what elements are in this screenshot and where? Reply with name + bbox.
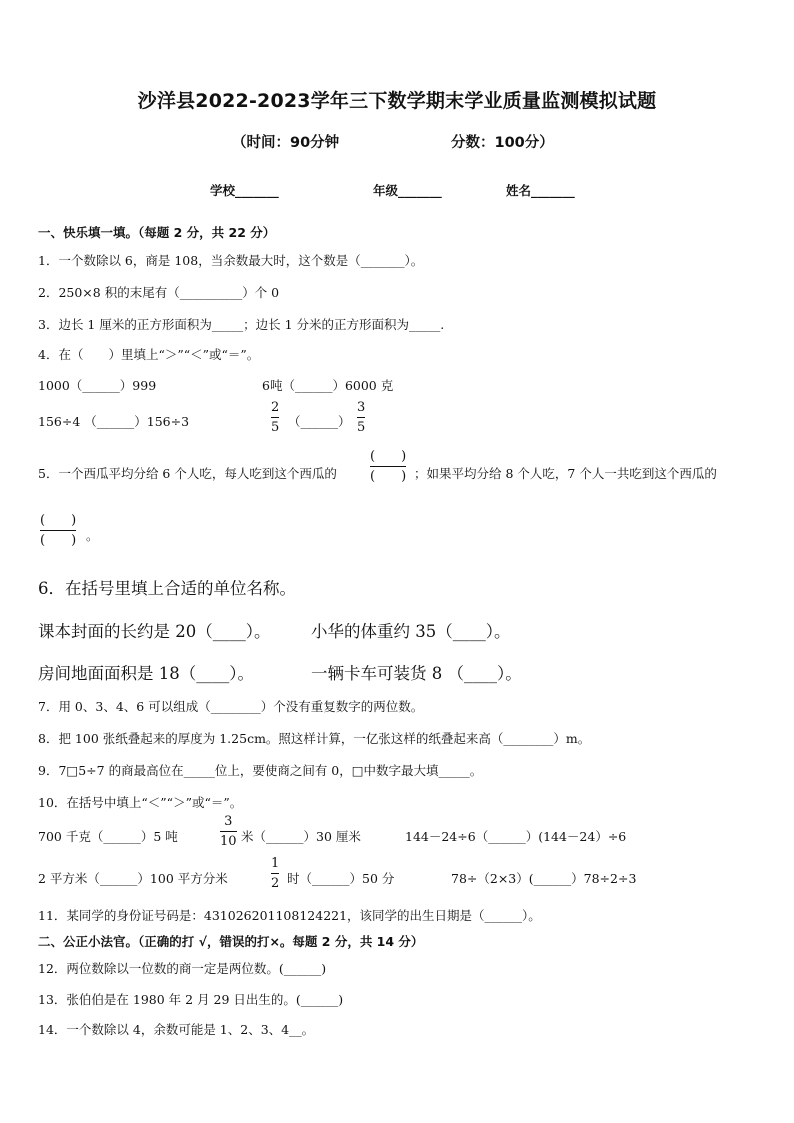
question-4b: 6吨（______）6000 克 <box>262 378 394 393</box>
question-4d-right-fraction <box>357 401 365 434</box>
question-6-stem: 6．在括号里填上合适的单位名称。 <box>38 579 296 598</box>
exam-score: 分数：100分） <box>451 135 554 151</box>
question-5-end: 。 <box>86 528 99 543</box>
fraction-numerator: 3 <box>224 814 233 829</box>
question-10b: 米（______）30 厘米 <box>241 829 361 844</box>
question-14: 14．一个数除以 4，余数可能是 1、2、3、4__。 <box>38 1022 315 1037</box>
question-10-stem: 10．在括号中填上“＜”“＞”或“＝”。 <box>38 795 243 810</box>
question-13: 13．张伯伯是在 1980 年 2 月 29 日出生的。(______) <box>38 992 344 1007</box>
fraction-numerator: 1 <box>271 856 280 871</box>
question-10c: 144－24÷6（______）(144－24）÷6 <box>405 829 627 844</box>
section-1-title: 一、快乐填一填。（每题 2 分，共 22 分） <box>38 225 276 240</box>
question-8: 8．把 100 张纸叠起来的厚度为 1.25cm。照这样计算，一亿张这样的纸叠起来高（________）m。 <box>38 731 591 746</box>
question-5-part2: ；如果平均分给 8 个人吃，7 个人一共吃到这个西瓜的 <box>414 466 717 481</box>
fraction-denominator: 5 <box>271 420 280 435</box>
question-9: 9．7□5÷7 的商最高位在_____位上，要使商之间有 0，□中数字最大填_____。 <box>38 763 483 778</box>
question-5-blank-fraction-1 <box>370 450 406 483</box>
fraction-numerator-blank: ( ) <box>370 449 407 464</box>
question-4a: 1000（______）999 <box>38 378 157 393</box>
question-2: 2．250×8 积的末尾有（__________）个 0 <box>38 285 280 300</box>
fraction-denominator-blank: ( ) <box>370 469 407 484</box>
question-6d: 一辆卡车可装货 8 （____）。 <box>311 664 522 683</box>
question-10e: 时（______）50 分 <box>287 871 395 886</box>
question-10b-fraction <box>220 815 237 848</box>
school-field: 学校_______ <box>210 183 279 198</box>
question-4-stem: 4．在（ ）里填上“＞”“＜”或“＝”。 <box>38 347 260 362</box>
name-field: 姓名_______ <box>506 183 575 198</box>
question-5-blank-fraction-2 <box>40 514 76 547</box>
question-6b: 小华的体重约 35（____）。 <box>311 622 511 641</box>
question-5-part1: 5．一个西瓜平均分给 6 个人吃，每人吃到这个西瓜的 <box>38 466 337 481</box>
section-2-title: 二、公正小法官。（正确的打 √，错误的打×。每题 2 分，共 14 分） <box>38 934 424 949</box>
question-10e-fraction <box>271 857 279 890</box>
question-12: 12．两位数除以一位数的商一定是两位数。(______) <box>38 961 327 976</box>
question-3: 3．边长 1 厘米的正方形面积为_____；边长 1 分米的正方形面积为_____. <box>38 317 445 332</box>
fraction-numerator: 2 <box>271 400 280 415</box>
question-11: 11．某同学的身份证号码是：431026201108124221，该同学的出生日期是（______）。 <box>38 908 541 923</box>
question-4c: 156÷4 （______）156÷3 <box>38 414 190 429</box>
fraction-numerator-blank: ( ) <box>40 513 77 528</box>
question-1: 1．一个数除以 6，商是 108，当余数最大时，这个数是（_______）。 <box>38 253 424 268</box>
question-4d-left-fraction <box>271 401 279 434</box>
question-10a: 700 千克（______）5 吨 <box>38 829 178 844</box>
question-7: 7．用 0、3、4、6 可以组成（________）个没有重复数字的两位数。 <box>38 699 424 714</box>
exam-time: （时间：90分钟 <box>232 135 340 151</box>
page-title: 沙洋县2022-2023学年三下数学期末学业质量监测模拟试题 <box>137 90 657 112</box>
fraction-denominator-blank: ( ) <box>40 533 77 548</box>
question-10f: 78÷（2×3）(______）78÷2÷3 <box>451 871 637 886</box>
fraction-denominator: 5 <box>357 420 366 435</box>
fraction-denominator: 10 <box>220 834 237 849</box>
grade-field: 年级_______ <box>373 183 442 198</box>
fraction-numerator: 3 <box>357 400 366 415</box>
question-10d: 2 平方米（______）100 平方分米 <box>38 871 228 886</box>
question-6a: 课本封面的长约是 20（____）。 <box>38 622 271 641</box>
question-6c: 房间地面面积是 18（____）。 <box>38 664 254 683</box>
fraction-denominator: 2 <box>271 876 280 891</box>
question-4d-blank: （______） <box>288 414 351 429</box>
